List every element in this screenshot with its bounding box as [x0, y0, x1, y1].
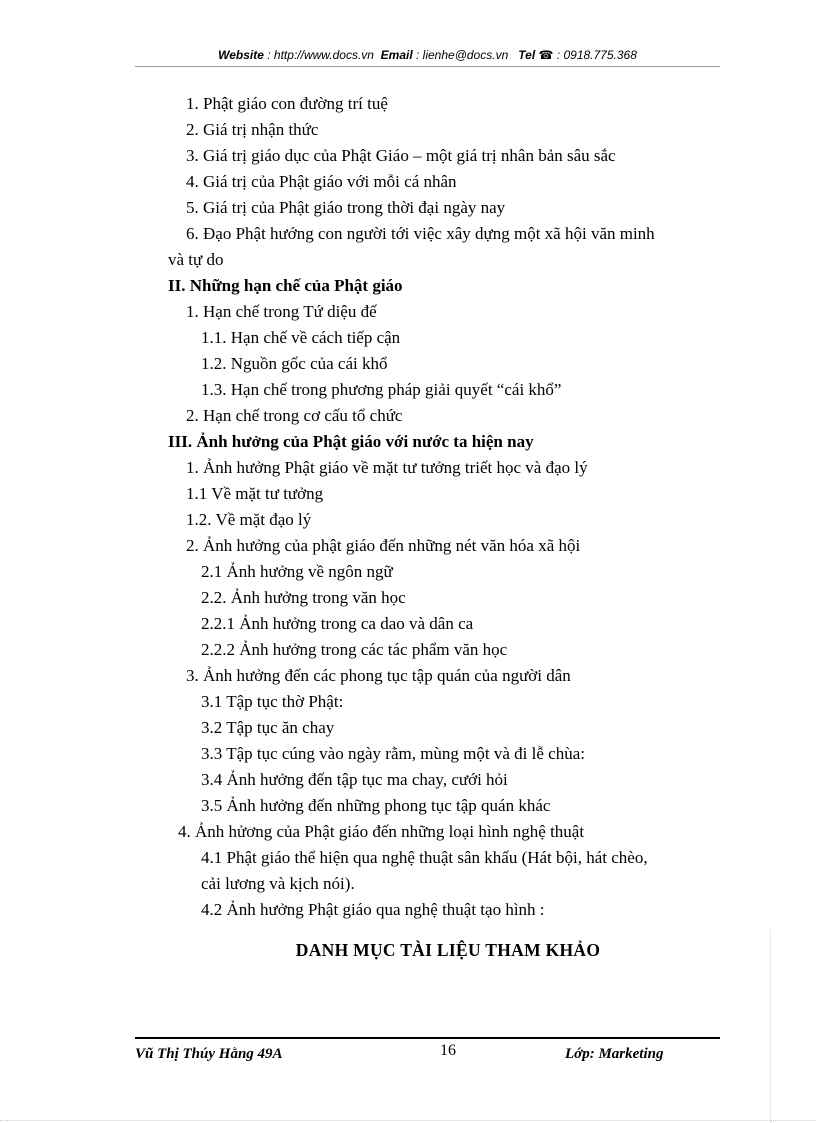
toc-entry: 2. Giá trị nhận thức [186, 120, 319, 139]
toc-entry: 4. Giá trị của Phật giáo với mỗi cá nhân [186, 172, 457, 191]
toc-entry: 3. Giá trị giáo dục của Phật Giáo – một giá trị nhân bản sâu sắc [186, 146, 616, 165]
toc-entry: 1.3. Hạn chế trong phương pháp giải quyết “cái khổ” [201, 380, 562, 399]
page-bottom-guide [0, 1120, 816, 1121]
email-label: Email [380, 48, 413, 62]
toc-entry: 1.1 Về mặt tư tưởng [186, 484, 324, 503]
website-label: Website [218, 48, 264, 62]
tel-separator: : [553, 48, 564, 62]
toc-entry: 3.1 Tập tục thờ Phật: [201, 692, 344, 711]
toc-entry: 2.2.1 Ảnh hưởng trong ca dao và dân ca [201, 614, 474, 633]
toc-entry: 2. Ảnh hưởng của phật giáo đến những nét văn hóa xã hội [186, 536, 581, 555]
toc-section-heading: III. Ảnh hưởng của Phật giáo với nước ta hiện nay [168, 432, 534, 451]
page-number: 16 [440, 1042, 456, 1059]
footer-author: Vũ Thị Thúy Hằng 49A [135, 1046, 283, 1062]
tel-label: Tel ☎ [518, 48, 554, 62]
toc-entry: 1.2. Nguồn gốc của cái khổ [201, 354, 388, 373]
toc-entry: 2.2.2 Ảnh hưởng trong các tác phẩm văn học [201, 640, 508, 659]
page-margin-guide [770, 930, 771, 1123]
header-divider [135, 66, 720, 67]
footer-class: Lớp: Marketing [565, 1046, 664, 1062]
toc-entry: 1. Ảnh hưởng Phật giáo về mặt tư tưởng triết học và đạo lý [186, 458, 588, 477]
email-separator: : [412, 48, 423, 62]
toc-entry: 1. Hạn chế trong Tứ diệu đế [186, 302, 377, 321]
references-heading: DANH MỤC TÀI LIỆU THAM KHẢO [295, 940, 601, 960]
toc-entry: 2.1 Ảnh hưởng về ngôn ngữ [201, 562, 393, 581]
toc-section-heading: II. Những hạn chế của Phật giáo [168, 276, 403, 295]
footer-divider [135, 1037, 720, 1039]
toc-entry: 3.4 Ảnh hưởng đến tập tục ma chay, cưới hỏi [201, 770, 508, 789]
toc-entry: 2. Hạn chế trong cơ cấu tổ chức [186, 406, 403, 425]
toc-entry: 3.2 Tập tục ăn chay [201, 718, 335, 737]
toc-entry: 6. Đạo Phật hướng con người tới việc xây dựng một xã hội văn minh [186, 224, 655, 243]
toc-entry: 1.2. Về mặt đạo lý [186, 510, 312, 529]
toc-entry: 5. Giá trị của Phật giáo trong thời đại ngày nay [186, 198, 506, 217]
website-separator: : [263, 48, 274, 62]
toc-entry: 4.1 Phật giáo thể hiện qua nghệ thuật sân khấu (Hát bội, hát chèo, [201, 848, 648, 867]
toc-entry: cải lương và kịch nói). [201, 874, 355, 893]
toc-entry: 4. Ảnh hửơng của Phật giáo đến những loại hình nghệ thuật [178, 822, 585, 841]
email-link[interactable]: lienhe@docs.vn [422, 48, 509, 62]
website-link[interactable]: http://www.docs.vn [273, 48, 374, 62]
toc-entry: 3.3 Tập tục cúng vào ngày rằm, mùng một và đi lễ chùa: [201, 744, 585, 763]
toc-entry: 3.5 Ảnh hưởng đến những phong tục tập quán khác [201, 796, 551, 815]
toc-entry: 4.2 Ảnh hưởng Phật giáo qua nghệ thuật tạo hình : [201, 900, 545, 919]
toc-entry: 1. Phật giáo con đường trí tuệ [186, 94, 388, 113]
toc-entry: 2.2. Ảnh hưởng trong văn học [201, 588, 406, 607]
toc-entry: 3. Ảnh hưởng đến các phong tục tập quán của người dân [186, 666, 571, 685]
page-header [135, 48, 720, 62]
toc-entry: và tự do [168, 250, 224, 269]
tel-value: 0918.775.368 [563, 48, 637, 62]
toc-entry: 1.1. Hạn chế về cách tiếp cận [201, 328, 401, 347]
